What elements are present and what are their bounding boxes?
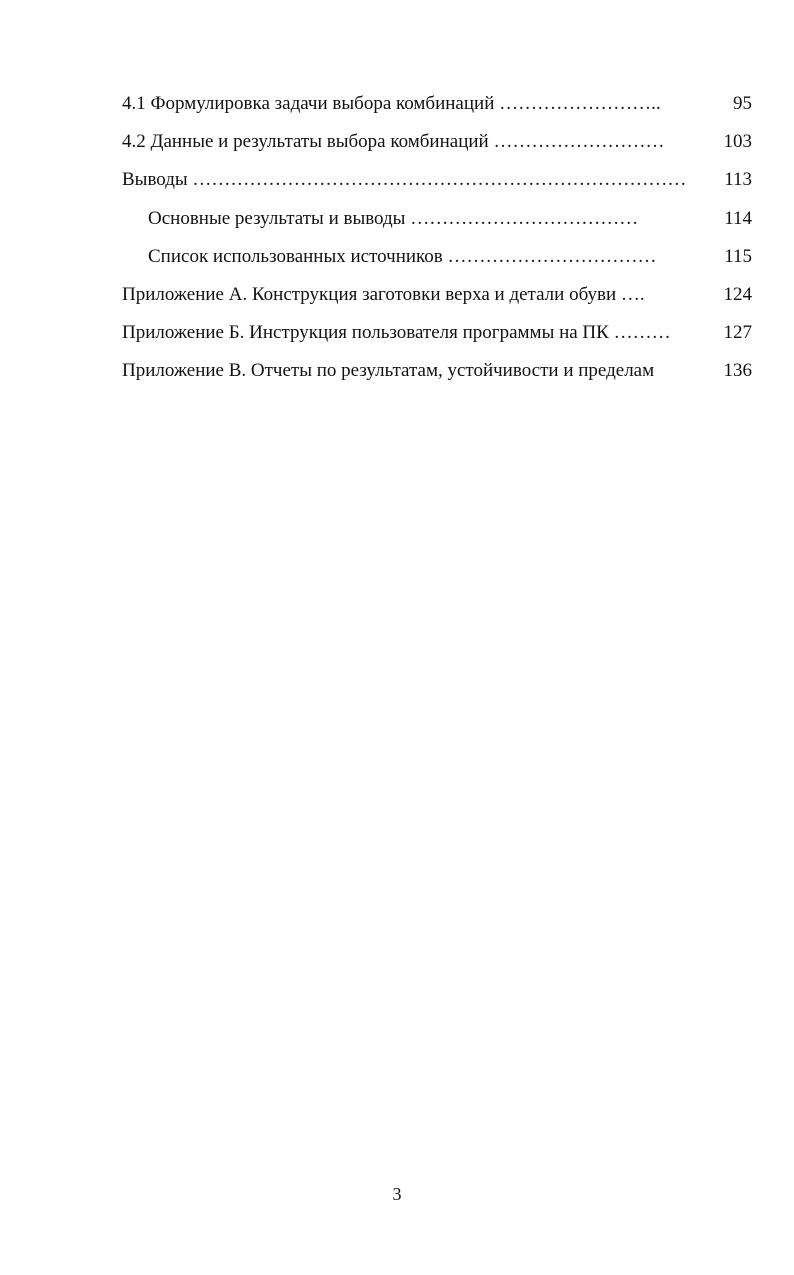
page-number: 3 (392, 1184, 402, 1204)
toc-entry-title: 4.2 Данные и результаты выбора комбинаций ……………………… (122, 131, 665, 153)
toc-entry-page: 103 (723, 131, 752, 153)
toc-entry-main-results (122, 205, 752, 243)
toc-entry-title: Список использованных источников …………………………… (148, 245, 657, 267)
toc-entry-page: 113 (724, 169, 752, 191)
toc-entry-appendix-b (122, 319, 752, 357)
toc-entry-page: 115 (724, 245, 752, 267)
table-of-contents (122, 90, 752, 396)
toc-entry-title: Основные результаты и выводы ……………………………… (148, 207, 639, 229)
toc-entry-appendix-c (122, 357, 752, 395)
toc-entry-title: Приложение А. Конструкция заготовки верха и детали обуви …. (122, 283, 645, 305)
toc-entry-appendix-a (122, 281, 752, 319)
toc-entry-page: 136 (723, 360, 752, 382)
toc-entry-page: 114 (724, 207, 752, 229)
toc-entry-page: 127 (723, 322, 752, 344)
toc-entry-title: Выводы …………………………………………………………………… (122, 169, 687, 191)
toc-entry-references (122, 243, 752, 281)
toc-entry-title: 4.1 Формулировка задачи выбора комбинаций …………………….. (122, 93, 661, 114)
toc-entry-4-2 (122, 128, 752, 166)
toc-entry-title: Приложение В. Отчеты по результатам, устойчивости и пределам (122, 360, 655, 382)
toc-entry-4-1 (122, 90, 752, 128)
toc-entry-conclusions (122, 166, 752, 204)
toc-entry-title: Приложение Б. Инструкция пользователя программы на ПК ……… (122, 322, 671, 344)
toc-entry-page: 95 (733, 93, 752, 114)
toc-entry-page: 124 (723, 283, 752, 305)
